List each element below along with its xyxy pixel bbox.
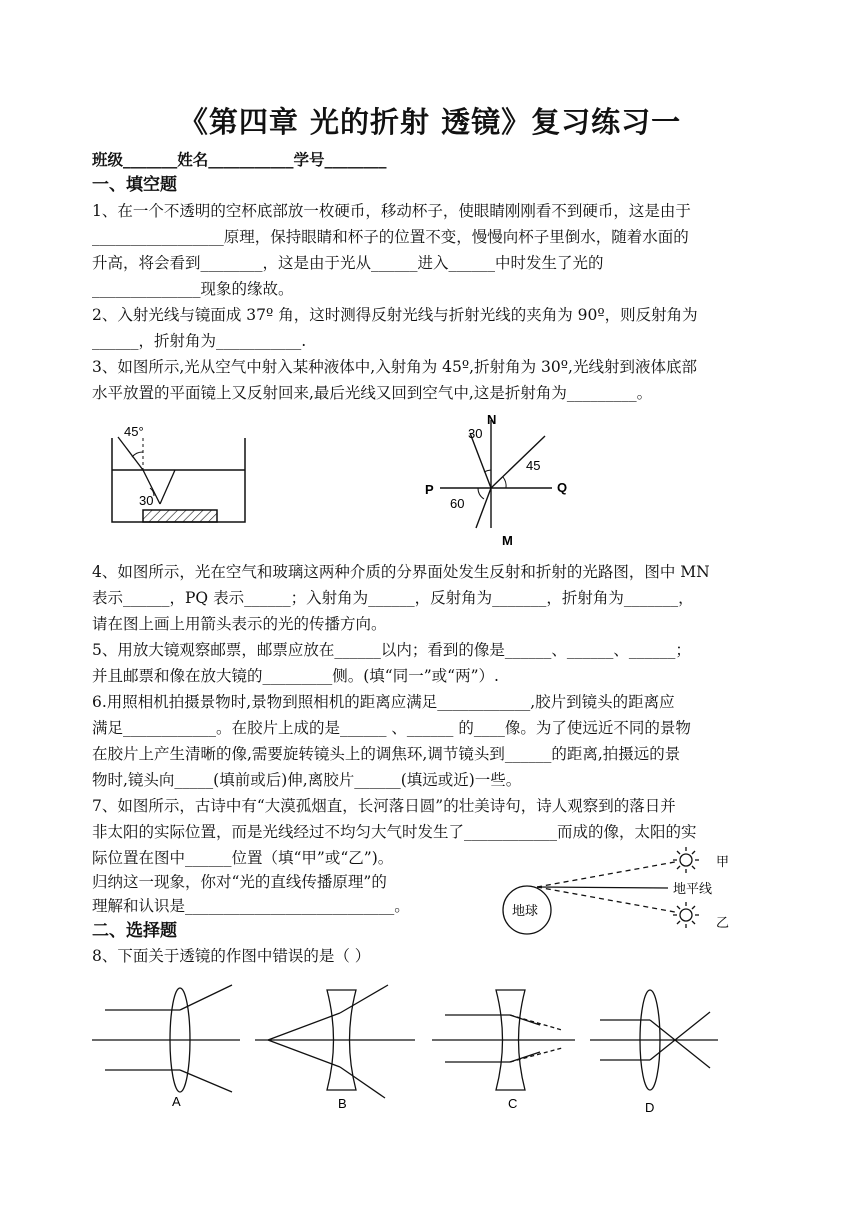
label-yi: 乙 [716, 915, 730, 930]
q4-line-2: 表示______，PQ 表示______；入射角为______，反射角为_______，折射角为_______， [92, 589, 694, 607]
fig1-angle-45: 45° [124, 424, 144, 439]
lens-label-D: D [645, 1100, 655, 1115]
q7-line-1: 7、如图所示，古诗中有“大漠孤烟直，长河落日圆”的壮美诗句，诗人观察到的落日并 [92, 797, 676, 815]
earth-sun-figure [503, 847, 699, 934]
sun-jia-icon [673, 847, 699, 873]
q7-line-2: 非太阳的实际位置，而是光线经过不均匀大气时发生了____________而成的像，太阳的实 [92, 823, 697, 841]
student-info-line: 班级_______姓名___________学号________ [92, 151, 387, 169]
q1-line-3: 升高，将会看到________，这是由于光从______进入______中时发生了光的 [92, 254, 604, 272]
sun-yi-icon [673, 902, 699, 928]
section-fill-blank: 一、填空题 [92, 175, 177, 195]
q8-line: 8、下面关于透镜的作图中错误的是（ ） [92, 947, 371, 965]
lens-label-B: B [338, 1096, 347, 1111]
q3-line-2: 水平放置的平面镜上又反射回来,最后光线又回到空气中,这是折射角为_________。 [92, 384, 653, 402]
q5-line-1: 5、用放大镜观察邮票，邮票应放在______以内；看到的像是______、______、______； [92, 641, 691, 659]
refraction-diagram [440, 420, 552, 528]
section-multiple-choice: 二、选择题 [92, 921, 177, 941]
lens-label-A: A [172, 1094, 181, 1109]
q7-line-5: 理解和认识是___________________________。 [92, 897, 410, 915]
q2-line-1: 2、入射光线与镜面成 37º 角，这时测得反射光线与折射光线的夹角为 90º，则反射角为 [92, 306, 698, 324]
lens-diagram-B [255, 985, 415, 1098]
q3-line-1: 3、如图所示,光从空气中射入某种液体中,入射角为 45º,折射角为 30º,光线射到液体底部 [92, 358, 697, 376]
q5-line-2: 并且邮票和像在放大镜的_________侧。(填“同一”或“两”）. [92, 667, 499, 685]
angle-45: 45 [526, 458, 541, 473]
angle-30: 30 [468, 426, 483, 441]
label-horizon: 地平线 [673, 881, 713, 896]
lens-diagram-A [92, 985, 240, 1092]
label-earth: 地球 [512, 903, 539, 918]
angle-60: 60 [450, 496, 465, 511]
label-jia: 甲 [716, 854, 730, 869]
fig1-angle-30: 30 [139, 493, 154, 508]
q4-line-3: 请在图上画上用箭头表示的光的传播方向。 [92, 615, 387, 633]
q1-line-2: _________________原理，保持眼睛和杯子的位置不变，慢慢向杯子里倒水，随着水面的 [92, 228, 689, 246]
q4-line-1: 4、如图所示，光在空气和玻璃这两种介质的分界面处发生反射和折射的光路图，图中 MN [92, 563, 710, 581]
label-Q: Q [557, 480, 568, 495]
worksheet-title: 《第四章 光的折射 透镜》复习练习一 [178, 105, 682, 139]
q1-line-4: ______________现象的缘故。 [92, 280, 294, 298]
label-M: M [502, 533, 513, 548]
lens-label-C: C [508, 1096, 518, 1111]
label-N: N [487, 412, 497, 427]
lens-diagram-D [590, 990, 718, 1090]
q6-line-1: 6.用照相机拍摄景物时,景物到照相机的距离应满足____________,胶片到镜头的距离应 [92, 693, 675, 711]
q6-line-2: 满足____________。在胶片上成的是______ 、______ 的____像。为了使远近不同的景物 [92, 719, 691, 737]
q6-line-3: 在胶片上产生清晰的像,需要旋转镜头上的调焦环,调节镜头到______的距离,拍摄远的景 [92, 745, 681, 763]
q2-line-2: ______，折射角为___________. [92, 332, 307, 350]
q7-line-3: 际位置在图中______位置（填“甲”或“乙”)。 [92, 849, 394, 867]
q1-line-1: 1、在一个不透明的空杯底部放一枚硬币，移动杯子，使眼睛刚刚看不到硬币，这是由于 [92, 202, 691, 220]
q6-line-4: 物时,镜头向_____(填前或后)伸,离胶片______(填远或近)一些。 [92, 771, 522, 789]
label-P: P [425, 482, 434, 497]
q7-line-4: 归纳这一现象，你对“光的直线传播原理”的 [92, 873, 387, 891]
lens-diagram-C [432, 990, 575, 1090]
liquid-container-figure [112, 437, 245, 522]
